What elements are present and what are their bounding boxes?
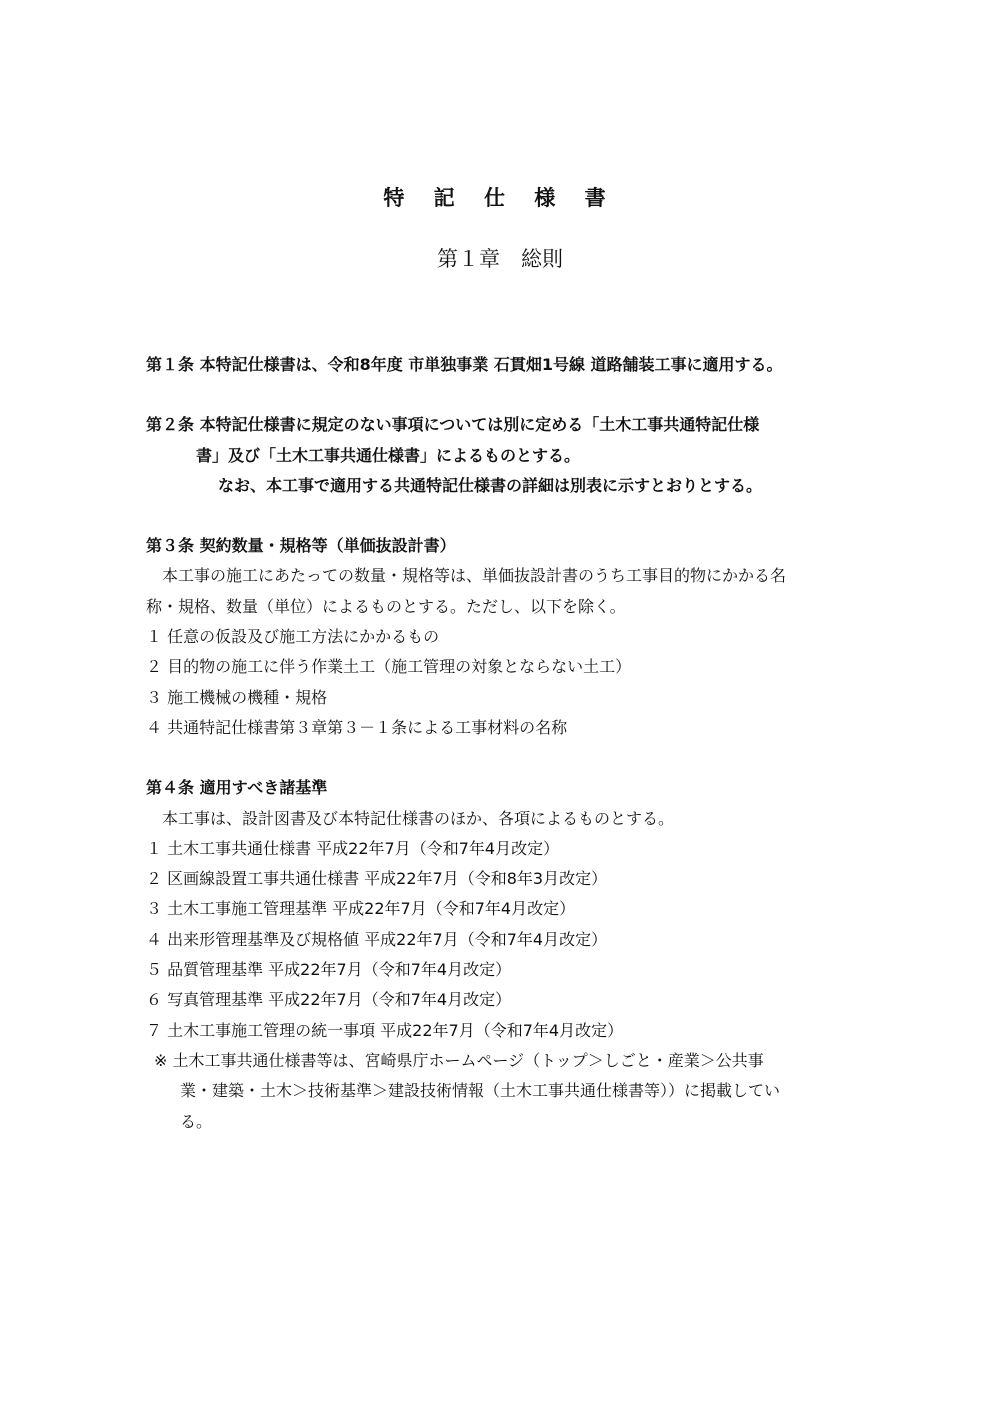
note-line-2: 業・建築・土木＞技術基準＞建設技術情報（土木工事共通仕様書等））に掲載してい <box>180 1081 781 1101</box>
list-item: １ 任意の仮設及び施工方法にかかるもの <box>146 627 440 647</box>
article-4-heading: 第４条 適用すべき諸基準 <box>146 778 328 798</box>
list-item: ４ 出来形管理基準及び規格値 平成22年7月（令和7年4月改定） <box>146 929 608 949</box>
spacer <box>146 501 866 531</box>
article-4 <box>146 773 866 1137</box>
list-item: ７ 土木工事施工管理の統一事項 平成22年7月（令和7年4月改定） <box>146 1020 624 1040</box>
list-item: ３ 施工機械の機種・規格 <box>146 687 328 707</box>
document-body <box>146 350 866 1137</box>
list-item: １ 土木工事共通仕様書 平成22年7月（令和7年4月改定） <box>146 838 560 858</box>
article-3-heading: 第３条 契約数量・規格等（単価抜設計書） <box>146 536 456 556</box>
list-item: ６ 写真管理基準 平成22年7月（令和7年4月改定） <box>146 990 512 1010</box>
list-item: ３ 土木工事施工管理基準 平成22年7月（令和7年4月改定） <box>146 899 576 919</box>
article-2 <box>146 410 866 501</box>
article-2-line-1: 第２条 本特記仕様書に規定のない事項については別に定める「土木工事共通特記仕様 <box>146 415 760 435</box>
article-1-text: 第１条 本特記仕様書は、令和8年度 市単独事業 石貫畑1号線 道路舗装工事に適用する。 <box>146 355 783 374</box>
article-2-line-2: 書」及び「土木工事共通仕様書」によるものとする。 <box>196 445 581 465</box>
note-line-3: る。 <box>180 1111 213 1131</box>
chapter-heading: 第１章 総則 <box>437 247 563 271</box>
spacer <box>146 380 866 410</box>
article-1 <box>146 350 866 380</box>
list-item: ２ 目的物の施工に伴う作業土工（施工管理の対象とならない土工） <box>146 657 632 677</box>
article-3-paragraph-line-2: 称・規格、数量（単位）によるものとする。ただし、以下を除く。 <box>146 596 626 616</box>
list-item: ５ 品質管理基準 平成22年7月（令和7年4月改定） <box>146 960 512 980</box>
list-item: ２ 区画線設置工事共通仕様書 平成22年7月（令和8年3月改定） <box>146 869 608 889</box>
article-3 <box>146 531 866 743</box>
note-line-1: ※ 土木工事共通仕様書等は、宮崎県庁ホームページ（トップ＞しごと・産業＞公共事 <box>154 1050 764 1070</box>
article-2-line-3: なお、本工事で適用する共通特記仕様書の詳細は別表に示すとおりとする。 <box>218 475 763 495</box>
document-title: 特 記 仕 様 書 <box>383 186 617 210</box>
spacer <box>146 743 866 773</box>
article-3-paragraph-line-1: 本工事の施工にあたっての数量・規格等は、単価抜設計書のうち工事目的物にかかる名 <box>162 566 787 586</box>
list-item: ４ 共通特記仕様書第３章第３－１条による工事材料の名称 <box>146 717 568 737</box>
article-4-paragraph: 本工事は、設計図書及び本特記仕様書のほか、各項によるものとする。 <box>162 808 675 828</box>
